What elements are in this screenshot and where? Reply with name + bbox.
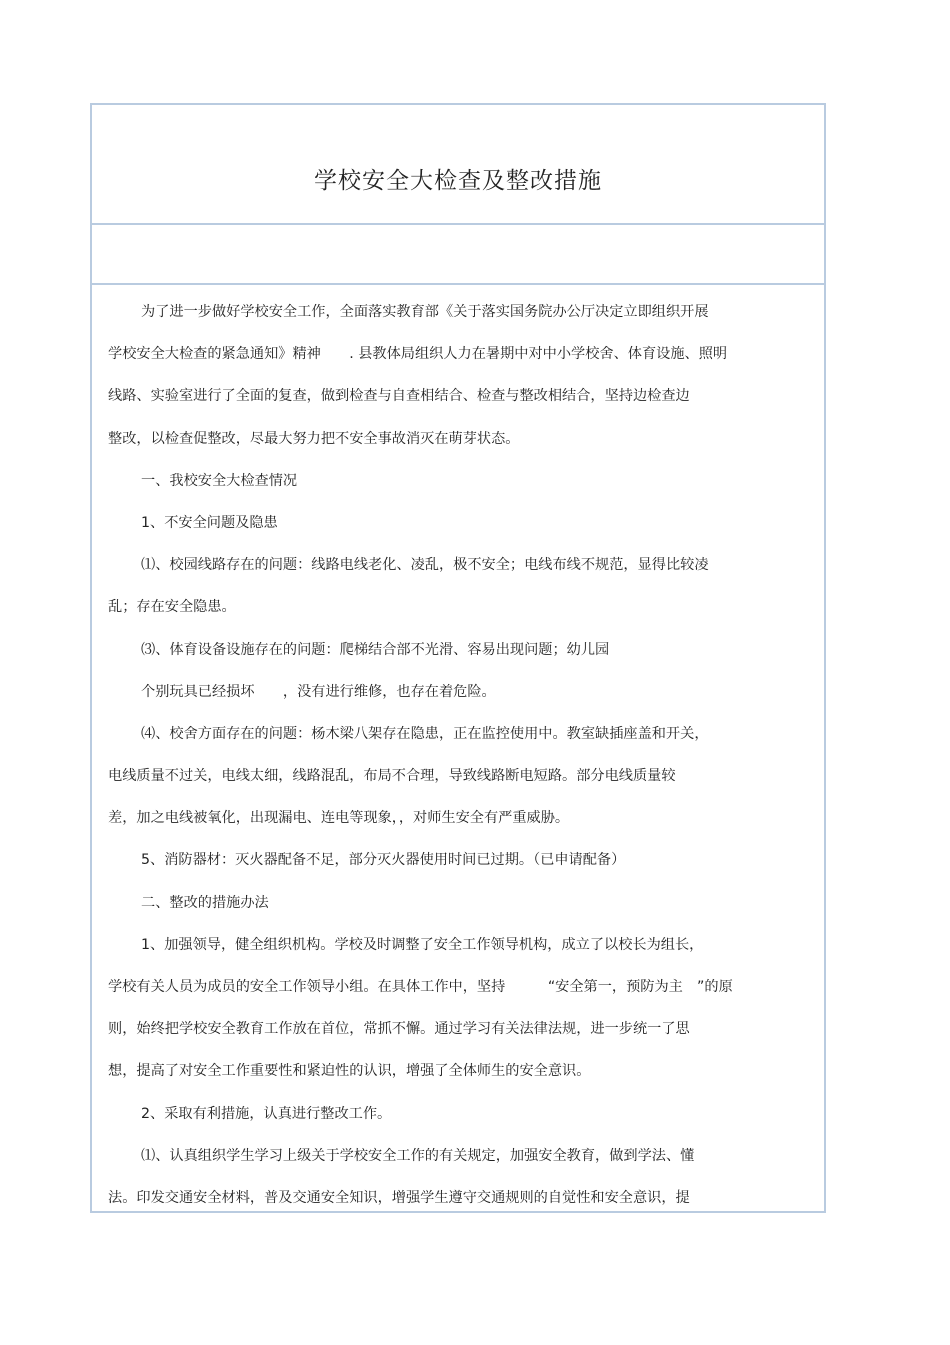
text-line: 二、整改的措施办法: [141, 894, 269, 911]
document-body: [92, 285, 824, 1213]
text-line: 学校有关人员为成员的安全工作领导小组。在具体工作中，坚持 “安全第一，预防为主 ”的原: [108, 979, 733, 995]
text-line: ⑴、认真组织学生学习上级关于学校安全工作的有关规定，加强安全教育，做到学法、懂: [141, 1147, 695, 1164]
text-line: 电线质量不过关，电线太细，线路混乱，布局不合理，导致线路断电短路。部分电线质量较: [108, 768, 676, 785]
empty-row: [92, 225, 824, 285]
text-line: 2、采取有利措施，认真进行整改工作。: [141, 1105, 392, 1122]
text-line: 1、加强领导，健全组织机构。学校及时调整了安全工作领导机构，成立了以校长为组长，: [141, 936, 704, 953]
text-line: 5、消防器材：灭火器配备不足，部分灭火器使用时间已过期。（已申请配备）: [141, 852, 626, 869]
text-line: 差，加之电线被氧化，出现漏电、连电等现象，，对师生安全有严重威胁。: [108, 810, 570, 827]
text-line: 为了进一步做好学校安全工作，全面落实教育部《关于落实国务院办公厅决定立即组织开展: [141, 304, 709, 320]
text-line: 个别玩具已经损坏 ，没有进行维修，也存在着危险。: [141, 683, 496, 700]
text-line: 一、我校安全大检查情况: [141, 472, 298, 489]
text-line: 想，提高了对安全工作重要性和紧迫性的认识，增强了全体师生的安全意识。: [108, 1063, 591, 1080]
text-line: 学校安全大检查的紧急通知》精神 . 县教体局组织人力在暑期中对中小学校舍、体育设施、照明: [108, 346, 728, 363]
text-line: 1、不安全问题及隐患: [141, 514, 278, 531]
document-title: 学校安全大检查及整改措施: [314, 167, 602, 194]
text-line: 则，始终把学校安全教育工作放在首位，常抓不懈。通过学习有关法律法规，进一步统一了思: [108, 1021, 690, 1038]
title-cell: [92, 105, 824, 225]
text-line: 线路、实验室进行了全面的复查，做到检查与自查相结合、检查与整改相结合，坚持边检查边: [108, 388, 690, 405]
text-line: 法。印发交通安全材料，普及交通安全知识，增强学生遵守交通规则的自觉性和安全意识，提: [108, 1189, 690, 1206]
text-line: ⑶、体育设备设施存在的问题：爬梯结合部不光滑、容易出现问题；幼儿园: [141, 641, 610, 658]
text-line: 整改，以检查促整改，尽最大努力把不安全事故消灭在萌芽状态。: [108, 430, 520, 447]
text-line: ⑴、校园线路存在的问题：线路电线老化、凌乱，极不安全；电线布线不规范，显得比较凌: [141, 557, 709, 574]
text-line: ⑷、校舍方面存在的问题：杨木梁八架存在隐患，正在监控使用中。教室缺插座盖和开关，: [141, 725, 709, 742]
text-line: 乱；存在安全隐患。: [108, 599, 236, 616]
document-frame: [90, 103, 826, 1213]
